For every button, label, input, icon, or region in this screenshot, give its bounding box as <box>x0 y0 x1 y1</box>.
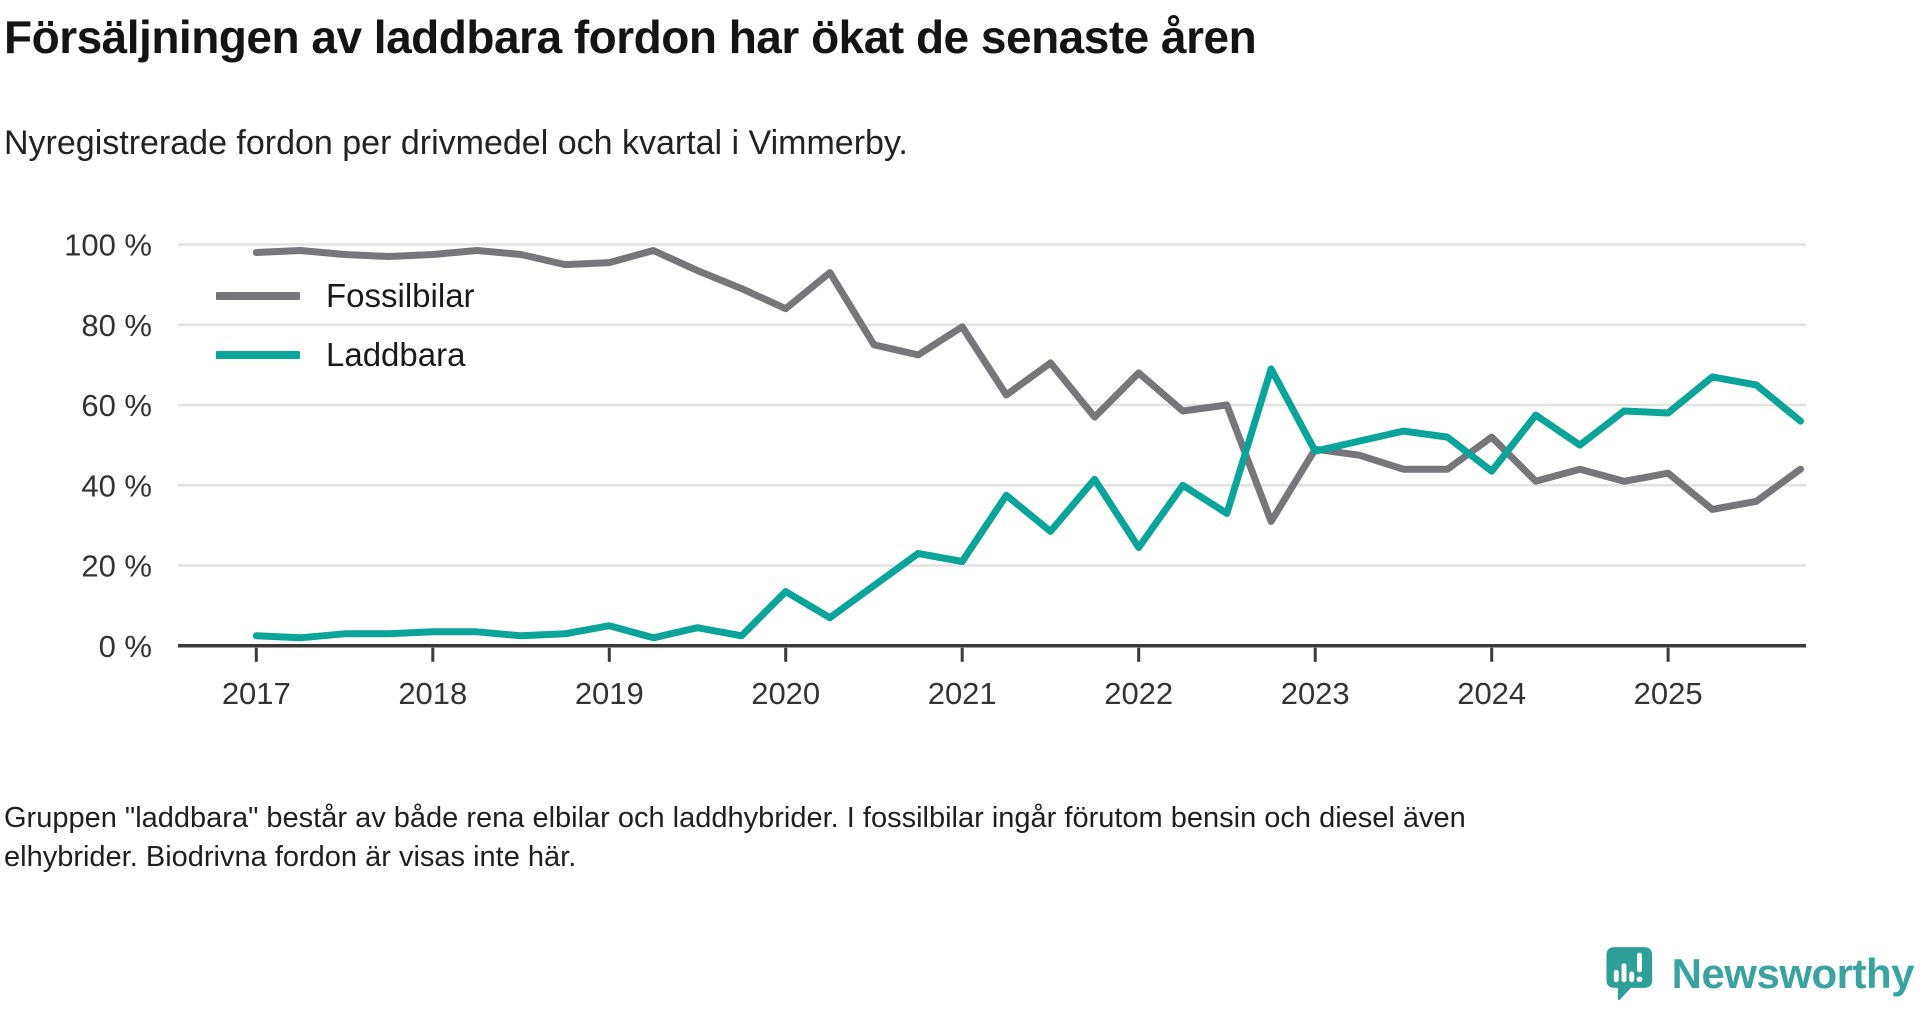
newsworthy-logo-icon <box>1604 938 1655 1010</box>
newsworthy-logo <box>1604 938 1914 1010</box>
y-axis-label-100: 100 % <box>64 227 152 263</box>
x-axis-label-2025: 2025 <box>1633 675 1703 711</box>
footnote-line-1: Gruppen "laddbara" består av både rena elbilar och laddhybrider. I fossilbilar ingår förutom bensin och diesel även <box>4 802 1466 834</box>
newsworthy-logo-text: Newsworthy <box>1671 950 1914 997</box>
series-line-laddbara <box>256 369 1800 638</box>
x-axis-label-2024: 2024 <box>1457 675 1527 711</box>
x-axis-label-2017: 2017 <box>221 675 291 711</box>
page-subtitle: Nyregistrerade fordon per drivmedel och kvartal i Vimmerby. <box>4 124 908 162</box>
legend-swatch-fossilbilar <box>216 292 300 300</box>
x-axis-label-2019: 2019 <box>574 675 644 711</box>
legend-label-fossilbilar: Fossilbilar <box>326 277 475 314</box>
y-axis-label-40: 40 % <box>81 468 152 504</box>
page-title: Försäljningen av laddbara fordon har ökat de senaste åren <box>4 11 1257 63</box>
legend-item-fossilbilar <box>216 276 475 316</box>
chart-legend <box>216 276 475 375</box>
x-axis-label-2023: 2023 <box>1280 675 1350 711</box>
y-axis-label-20: 20 % <box>81 548 152 584</box>
footnote-line-2: elhybrider. Biodrivna fordon är visas inte här. <box>4 841 577 873</box>
y-axis-label-0: 0 % <box>98 628 152 664</box>
y-axis-label-80: 80 % <box>81 307 152 343</box>
series-line-fossilbilar <box>256 251 1800 522</box>
legend-swatch-laddbara <box>216 351 300 359</box>
x-axis-label-2022: 2022 <box>1104 675 1174 711</box>
legend-label-laddbara: Laddbara <box>326 336 466 373</box>
x-axis-label-2018: 2018 <box>398 675 468 711</box>
y-axis-label-60: 60 % <box>81 388 152 423</box>
x-axis-label-2020: 2020 <box>751 675 821 711</box>
chart-footnote <box>4 799 1466 877</box>
legend-item-laddbara <box>216 335 475 375</box>
x-axis-label-2021: 2021 <box>927 675 997 711</box>
